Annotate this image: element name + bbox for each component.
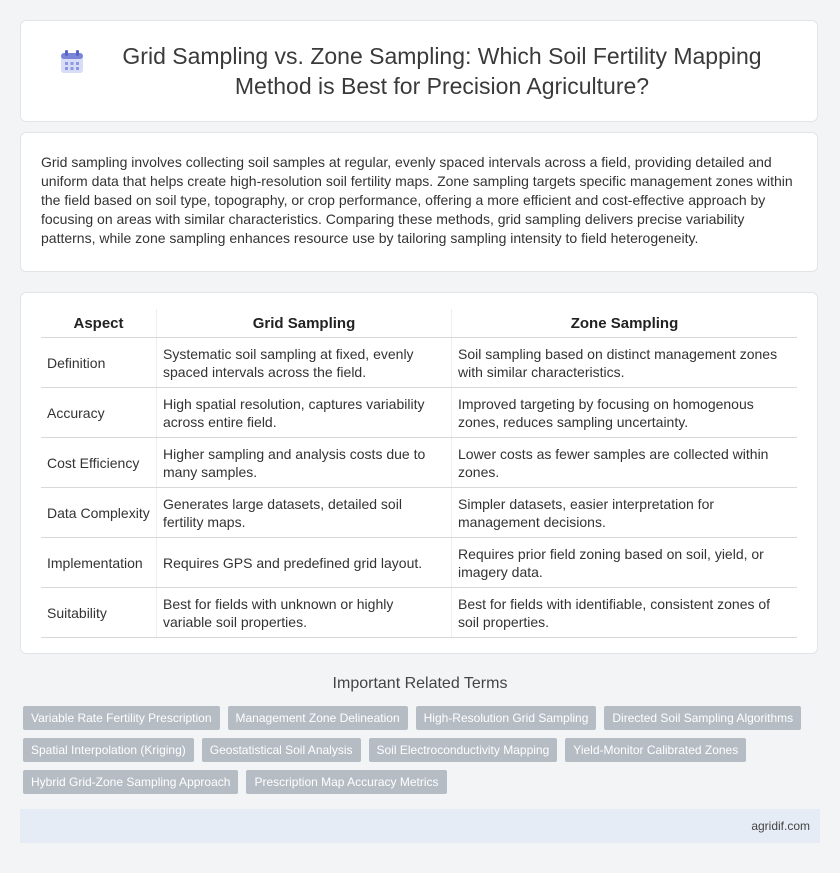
footer <box>20 809 820 843</box>
table-row <box>41 488 797 538</box>
row-aspect: Cost Efficiency <box>41 438 157 488</box>
row-aspect: Suitability <box>41 588 157 638</box>
header-grid-sampling: Grid Sampling <box>157 309 452 338</box>
row-zone: Soil sampling based on distinct management zones with similar characteristics. <box>452 338 798 388</box>
table-header-row <box>41 309 797 338</box>
comparison-card <box>20 292 818 654</box>
row-aspect: Definition <box>41 338 157 388</box>
row-grid: Higher sampling and analysis costs due to many samples. <box>157 438 452 488</box>
header-zone-sampling: Zone Sampling <box>452 309 798 338</box>
related-term-tag[interactable]: Yield-Monitor Calibrated Zones <box>565 738 746 762</box>
related-term-tag[interactable]: Geostatistical Soil Analysis <box>202 738 361 762</box>
intro-card <box>20 132 818 272</box>
row-zone: Simpler datasets, easier interpretation for management decisions. <box>452 488 798 538</box>
table-row <box>41 438 797 488</box>
related-term-tag[interactable]: Management Zone Delineation <box>228 706 408 730</box>
related-term-tag[interactable]: Spatial Interpolation (Kriging) <box>23 738 194 762</box>
row-aspect: Data Complexity <box>41 488 157 538</box>
row-grid: Generates large datasets, detailed soil fertility maps. <box>157 488 452 538</box>
table-row <box>41 338 797 388</box>
related-terms-list <box>23 706 823 794</box>
related-terms-title: Important Related Terms <box>332 675 508 692</box>
row-zone: Requires prior field zoning based on soil, yield, or imagery data. <box>452 538 798 588</box>
table-row <box>41 538 797 588</box>
row-zone: Improved targeting by focusing on homogenous zones, reduces sampling uncertainty. <box>452 388 798 438</box>
related-term-tag[interactable]: Hybrid Grid-Zone Sampling Approach <box>23 770 238 794</box>
related-term-tag[interactable]: High-Resolution Grid Sampling <box>416 706 597 730</box>
related-term-tag[interactable]: Prescription Map Accuracy Metrics <box>246 770 446 794</box>
row-zone: Lower costs as fewer samples are collected within zones. <box>452 438 798 488</box>
row-grid: High spatial resolution, captures variability across entire field. <box>157 388 452 438</box>
row-aspect: Accuracy <box>41 388 157 438</box>
row-grid: Best for fields with unknown or highly variable soil properties. <box>157 588 452 638</box>
row-zone: Best for fields with identifiable, consistent zones of soil properties. <box>452 588 798 638</box>
intro-text: Grid sampling involves collecting soil samples at regular, evenly spaced intervals across a field, providing detailed and uniform data that helps create high-resolution soil fertility maps. Zone sampling targets specific management zones within the field based on soil type, topography, or crop performance, offering a more efficient and cost-effective approach by focusing on areas with similar characteristics. Comparing these methods, grid sampling delivers precise variability patterns, while zone sampling enhances resource use by tailoring sampling intensity to field heterogeneity. <box>41 154 793 246</box>
header-card <box>20 20 818 122</box>
related-term-tag[interactable]: Variable Rate Fertility Prescription <box>23 706 220 730</box>
table-row <box>41 388 797 438</box>
calendar-icon <box>59 49 85 75</box>
header-inner <box>59 41 779 101</box>
table-row <box>41 588 797 638</box>
row-grid: Requires GPS and predefined grid layout. <box>157 538 452 588</box>
footer-site-link[interactable]: agridif.com <box>751 819 810 833</box>
page-title: Grid Sampling vs. Zone Sampling: Which Soil Fertility Mapping Method is Best for Precision Agriculture? <box>122 43 762 99</box>
row-grid: Systematic soil sampling at fixed, evenly spaced intervals across the field. <box>157 338 452 388</box>
comparison-table <box>41 309 797 638</box>
row-aspect: Implementation <box>41 538 157 588</box>
related-term-tag[interactable]: Soil Electroconductivity Mapping <box>369 738 558 762</box>
related-term-tag[interactable]: Directed Soil Sampling Algorithms <box>604 706 801 730</box>
header-aspect: Aspect <box>41 309 157 338</box>
